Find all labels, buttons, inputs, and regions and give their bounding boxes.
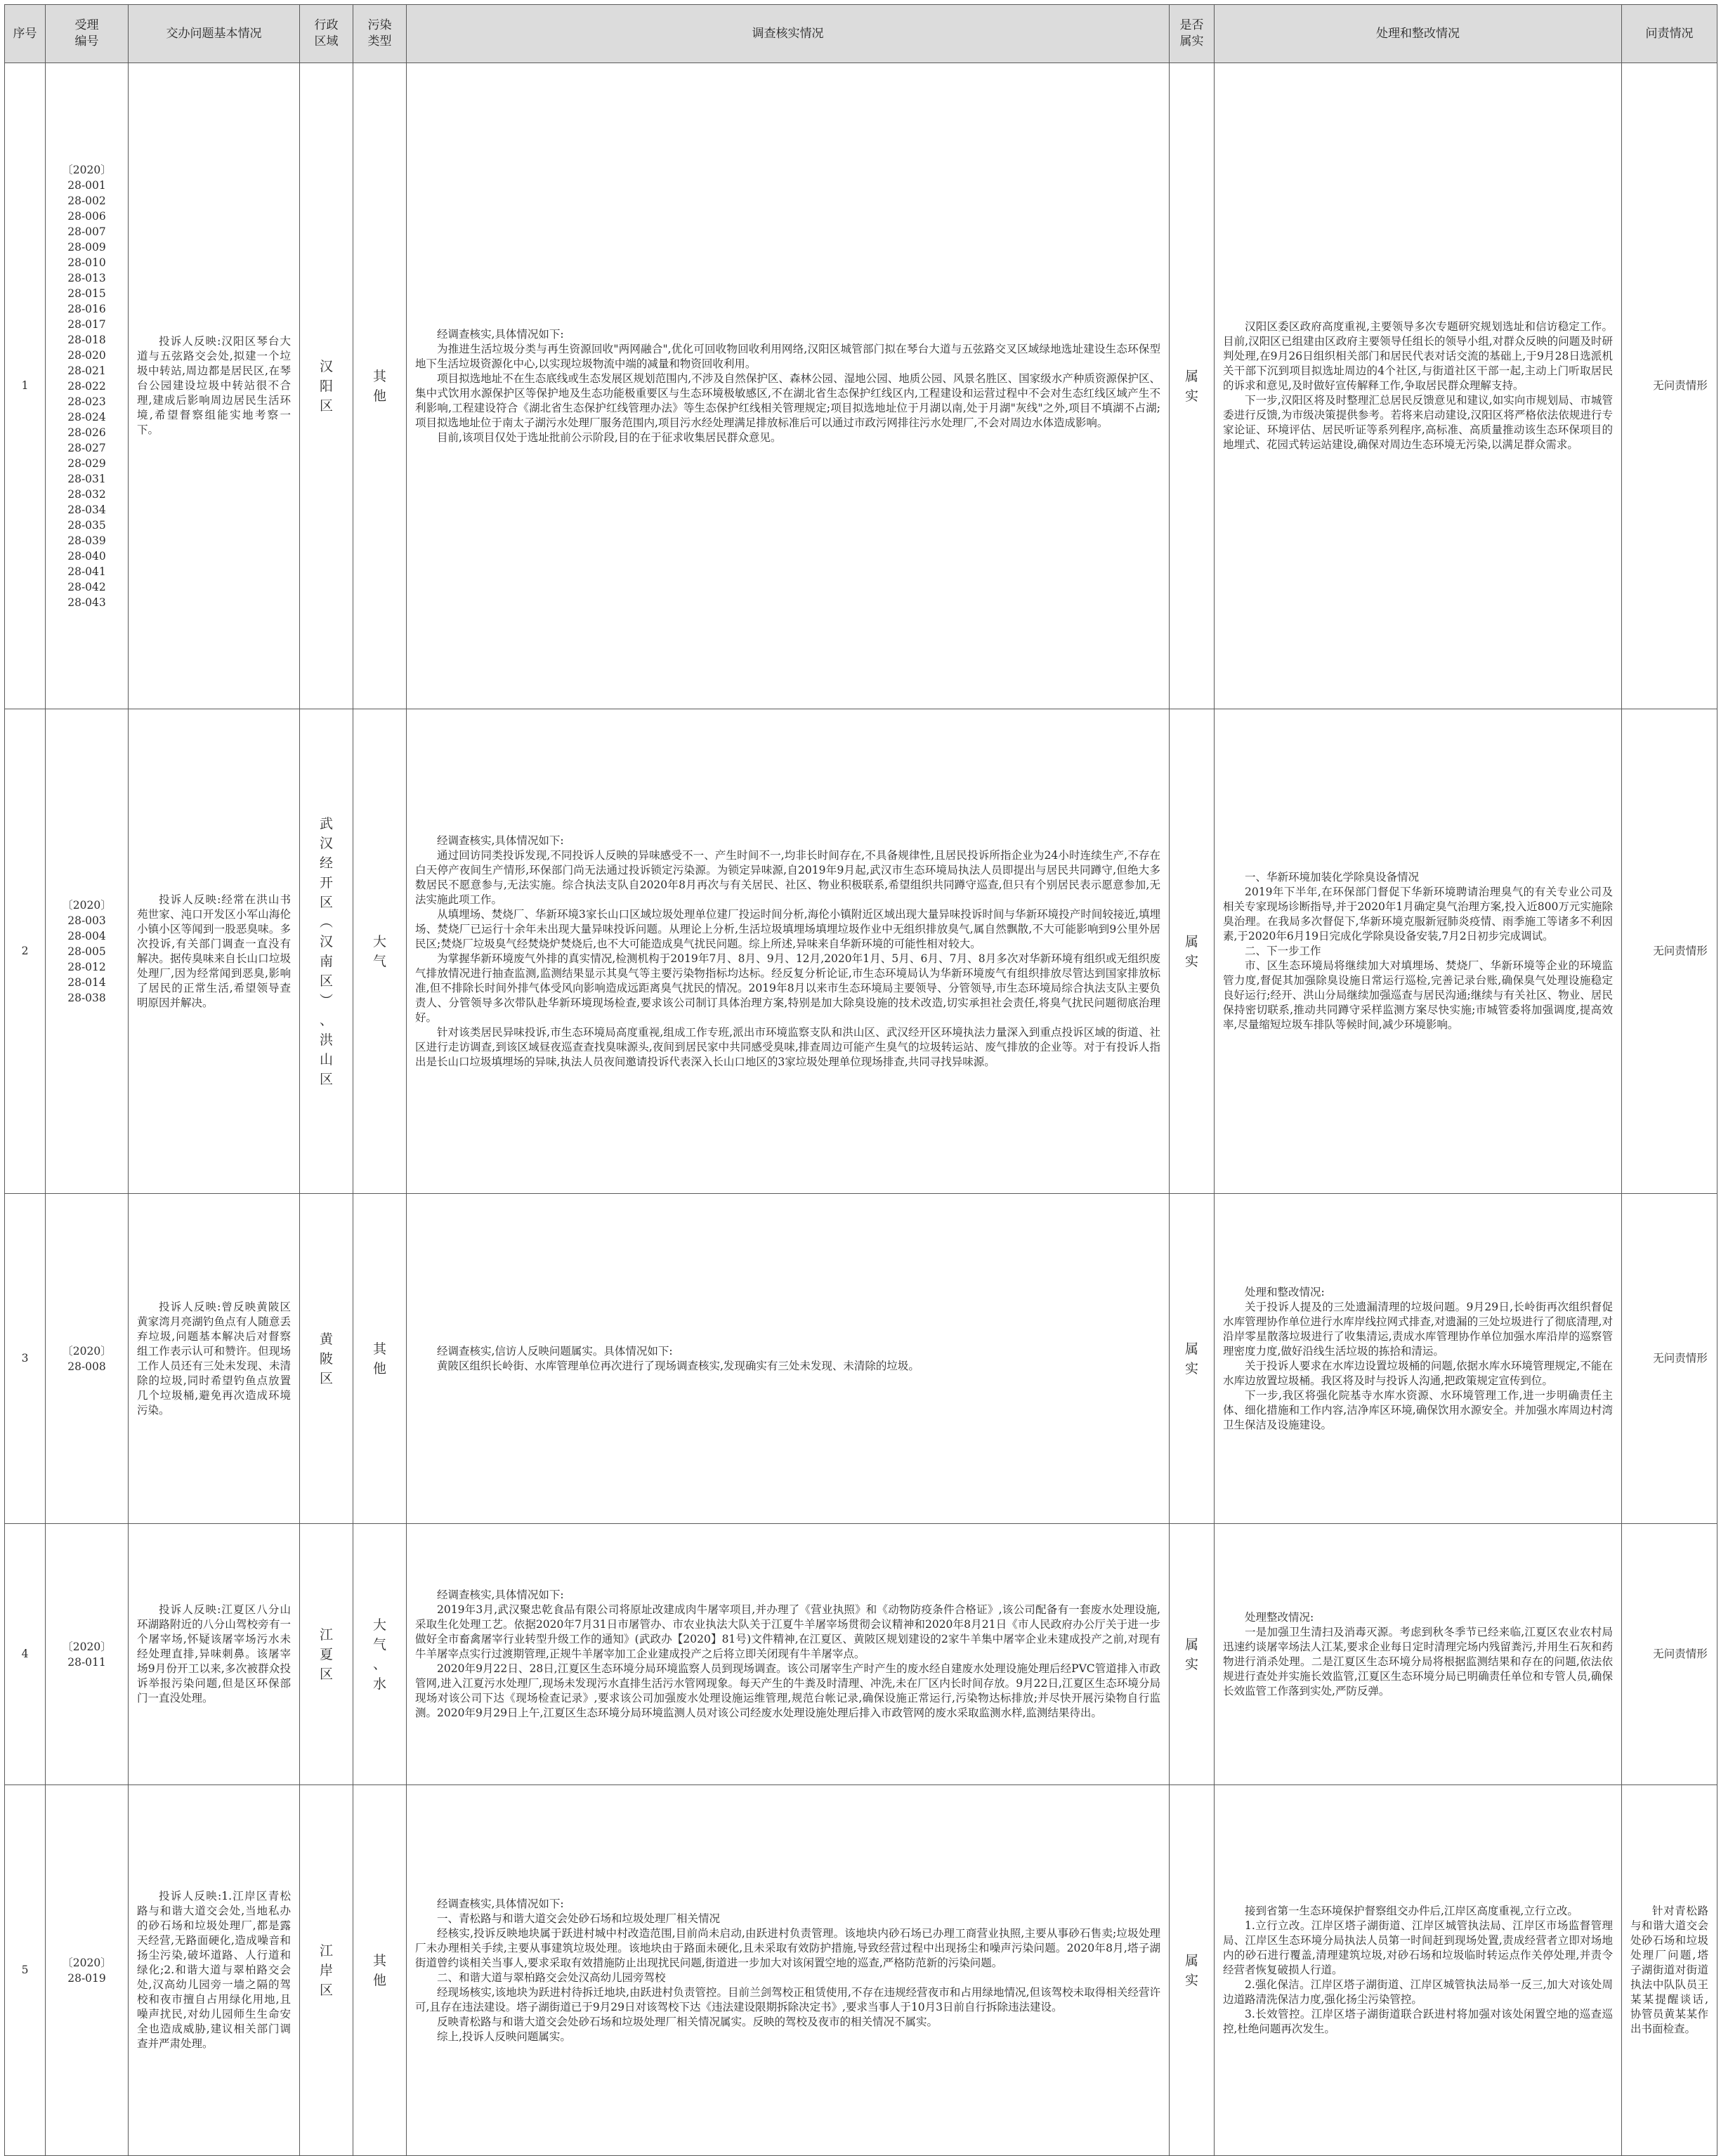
cell-handling: 接到省第一生态环境保护督察组交办件后,江岸区高度重视,立行立改。 1.立行立改。江岸区塔子湖街道、江岸区城管执法局、江岸区市场监督管理局、江岸区生态环境分局执法人员第一时间赶到现场处置,责成经营者立即对场地内的砂石进行覆盖,清理建筑垃圾,对砂石场和垃圾临时转运点作关停处理,并责令经营者恢复破损人行道。 2.强化保洁。江岸区塔子湖街道、江岸区城管执法局举一反三,加大对该处周边道路清洗保洁力度,强化扬尘污染管控。 3.长效管控。江岸区塔子湖街道联合跃进村将加强对该处闲置空地的巡查巡控,杜绝问题再次发生。 bbox=[1215, 1785, 1622, 2156]
cell-handling: 一、华新环境加装化学除臭设备情况 2019年下半年,在环保部门督促下华新环境聘请治理臭气的有关专业公司及相关专家现场诊断指导,并于2020年1月确定臭气治理方案,投入近800万元实施除臭治理。在我局多次督促下,华新环境克服新冠肺炎疫情、雨季施工等诸多不利因素,于2020年6月19日完成化学除臭设备安装,7月2日初步完成调试。 二、下一步工作 市、区生态环境局将继续加大对填埋场、焚烧厂、华新环境等企业的环境监管力度,督促其加强除臭设施日常运行巡检,完善记录台账,确保臭气处理设施稳定良好运行;经开、洪山分局继续加强巡查与居民沟通;继续与有关社区、物业、居民保持密切联系,推动共同蹲守采样监测方案尽快实施;市城管委将加强调度,提高效率,尽量缩短垃圾车排队等候时间,减少环境影响。 bbox=[1215, 709, 1622, 1194]
cell-seq: 2 bbox=[5, 709, 46, 1194]
cell-region: 黄 陂 区 bbox=[300, 1194, 353, 1524]
table-row bbox=[5, 1785, 1717, 2156]
header-handling: 处理和整改情况 bbox=[1215, 5, 1622, 63]
cell-pollution-type: 其 他 bbox=[353, 1194, 407, 1524]
cell-accountability: 无问责情形 bbox=[1622, 1194, 1717, 1524]
cell-verdict: 属 实 bbox=[1170, 1785, 1215, 2156]
cell-verdict: 属 实 bbox=[1170, 709, 1215, 1194]
header-type: 污染 类型 bbox=[353, 5, 407, 63]
cell-pollution-type: 其 他 bbox=[353, 63, 407, 709]
cell-problem: 投诉人反映:汉阳区琴台大道与五弦路交会处,拟建一个垃圾中转站,周边都是居民区,在琴台公园建设垃圾中转站很不合理,建成后影响周边居民生活环境,希望督察组能实地考察一下。 bbox=[129, 63, 300, 709]
header-investigation: 调查核实情况 bbox=[407, 5, 1170, 63]
cell-id: 〔2020〕 28-019 bbox=[46, 1785, 129, 2156]
cell-region: 武 汉 经 开 区 ︵ 汉 南 区 ︶ 、 洪 山 区 bbox=[300, 709, 353, 1194]
table-row bbox=[5, 1524, 1717, 1785]
cell-problem: 投诉人反映:经常在洪山书苑世家、沌口开发区小军山海伦小镇小区等闻到一股恶臭味。多次投诉,有关部门调查一直没有解决。据传臭味来自长山口垃圾处理厂,因为经常闻到恶臭,影响了居民的正常生活,希望领导查明原因并解决。 bbox=[129, 709, 300, 1194]
cell-id: 〔2020〕 28-003 28-004 28-005 28-012 28-014 28-038 bbox=[46, 709, 129, 1194]
cell-id: 〔2020〕 28-001 28-002 28-006 28-007 28-009 28-010 28-013 28-015 28-016 28-017 28-018 28-020 28-021 28-022 28-023 28-024 28-026 28-027 28-029 28-031 28-032 28-034 28-035 28-039 28-040 28-041 28-042 28-043 bbox=[46, 63, 129, 709]
cell-investigation: 经调查核实,具体情况如下: 2019年3月,武汉聚忠乾食品有限公司将原址改建成肉牛屠宰项目,并办理了《营业执照》和《动物防疫条件合格证》,该公司配备有一套废水处理设施,采取生化处理工艺。依据2020年7月31日市屠管办、市农业执法大队关于江夏牛羊屠宰场贯彻会议精神和2020年8月21日《市人民政府办公厅关于进一步做好全市畜禽屠宰行业转型升级工作的通知》(武政办【2020】81号)文件精神,在江夏区、黄陂区规划建设的2家牛羊集中屠宰企业未建成投产之前,对现有牛羊屠宰点实行过渡期管理,正规牛羊屠宰加工企业建成投产之后将立即关闭现有牛羊屠宰点。 2020年9月22日、28日,江夏区生态环境分局环境监察人员到现场调查。该公司屠宰生产时产生的废水经自建废水处理设施处理后经PVC管道排入市政管网,进入江夏污水处理厂,现场未发现污水直排生活污水管网现象。每天产生的牛粪及时清理、冲洗,未在厂区内长时间存放。9月22日,江夏区生态环境分局现场对该公司下达《现场检查记录》,要求该公司加强废水处理设施运维管理,规范台帐记录,确保设施正常运行,污染物达标排放;并尽快开展污染物自行监测。2020年9月29日上午,江夏区生态环境分局环境监测人员对该公司经废水处理设施处理后排入市政管网的废水采取监测水样,监测结果待出。 bbox=[407, 1524, 1170, 1785]
cell-region: 江 夏 区 bbox=[300, 1524, 353, 1785]
cell-region: 江 岸 区 bbox=[300, 1785, 353, 2156]
cell-investigation: 经调查核实,信访人反映问题属实。具体情况如下: 黄陂区组织长岭街、水库管理单位再次进行了现场调查核实,发现确实有三处未发现、未清除的垃圾。 bbox=[407, 1194, 1170, 1524]
cell-accountability: 针对青松路与和谐大道交会处砂石场和垃圾处理厂问题,塔子湖街道对街道执法中队队员王某某提醒谈话,协管员黄某某作出书面检查。 bbox=[1622, 1785, 1717, 2156]
cell-investigation: 经调查核实,具体情况如下: 通过回访同类投诉发现,不同投诉人反映的异味感受不一、产生时间不一,均非长时间存在,不具备规律性,且居民投诉所指企业为24小时连续生产,不存在白天停产夜间生产情形,环保部门尚无法通过投诉锁定污染源。为锁定异味源,自2019年9月起,武汉市生态环境局执法人员即提出与居民共同蹲守,但绝大多数居民不愿意参与,无法实施。综合执法支队自2020年8月再次与有关居民、社区、物业积极联系,希望组织共同蹲守巡查,但只有个别居民表示愿意参加,无法实施此项工作。 从填埋场、焚烧厂、华新环境3家长山口区域垃圾处理单位建厂投运时间分析,海伦小镇附近区域出现大量异味投诉时间与华新环境投产时间较接近,填埋场、焚烧厂已运行十余年未出现大量异味投诉问题。从理论上分析,生活垃圾填埋场填埋垃圾作业中无组织排放臭气,属自然飘散,不大可能影响到9公里外居民区;焚烧厂垃圾臭气经焚烧炉焚烧后,也不大可能造成臭气扰民问题。综上所述,异味来自华新环境的可能性相对较大。 为掌握华新环境废气外排的真实情况,检测机构于2019年7月、8月、9月、12月,2020年1月、5月、6月、7月、8月多次对华新环境有组织或无组织废气排放情况进行抽查监测,监测结果显示其臭气等主要污染物指标均达标。经反复分析论证,市生态环境局认为华新环境废气有组织排放尽管达到国家排放标准,但不排除长时间外排气体受风向影响造成远距离臭气扰民的情况。2019年8月以来市生态环境局主要领导、分管领导,市生态环境局综合执法支队主要负责人、分管领导多次带队赴华新环境现场检查,要求该公司制订具体治理方案,特别是加大除臭设施的技术改造,切实承担社会责任,将臭气扰民问题彻底治理好。 针对该类居民异味投诉,市生态环境局高度重视,组成工作专班,派出市环境监察支队和洪山区、武汉经开区环境执法力量深入到重点投诉区域的街道、社区进行走访调查,到该区域昼夜巡查查找臭味源头,夜间到居民家中共同感受臭味,排查周边可能产生臭气的垃圾转运站、废气排放的企业等。对于有投诉人指出是长山口垃圾填埋场的异味,执法人员夜间邀请投诉代表深入长山口地区的3家垃圾处理单位现场排查,共同寻找异味源。 bbox=[407, 709, 1170, 1194]
cell-problem: 投诉人反映:1.江岸区青松路与和谐大道交会处,当地私办的砂石场和垃圾处理厂,都是露天经营,无路面硬化,造成噪音和扬尘污染,破坏道路、人行道和绿化;2.和谐大道与翠柏路交会处,汉高幼儿园旁一墙之隔的驾校和夜市擅自占用绿化用地,且噪声扰民,对幼儿园师生生命安全也造成威胁,建议相关部门调查并严肃处理。 bbox=[129, 1785, 300, 2156]
header-row bbox=[5, 5, 1717, 63]
cell-verdict: 属 实 bbox=[1170, 1194, 1215, 1524]
header-id: 受理 编号 bbox=[46, 5, 129, 63]
cell-verdict: 属 实 bbox=[1170, 1524, 1215, 1785]
cell-seq: 1 bbox=[5, 63, 46, 709]
cell-handling: 处理和整改情况: 关于投诉人提及的三处遗漏清理的垃圾问题。9月29日,长岭街再次组织督促水库管理协作单位进行水库岸线拉网式排查,对遗漏的三处垃圾进行了彻底清理,对沿岸零星散落垃圾进行了收集清运,责成水库管理协作单位加强水库沿岸的巡察管理密度力度,做好沿线生活垃圾的拣拾和清运。 关于投诉人要求在水库边设置垃圾桶的问题,依据水库水环境管理规定,不能在水库边放置垃圾桶。我区将及时与投诉人沟通,把政策规定宣传到位。 下一步,我区将强化院基寺水库水资源、水环境管理工作,进一步明确责任主体、细化措施和工作内容,洁净库区环境,确保饮用水源安全。并加强水库周边村湾卫生保洁及设施建设。 bbox=[1215, 1194, 1622, 1524]
cell-problem: 投诉人反映:江夏区八分山环湖路附近的八分山驾校旁有一个屠宰场,怀疑该屠宰场污水未经处理直排,异味刺鼻。该屠宰场9月份开工以来,多次被群众投诉举报污染问题,但是区环保部门一直没处理。 bbox=[129, 1524, 300, 1785]
cell-pollution-type: 其 他 bbox=[353, 1785, 407, 2156]
cell-handling: 汉阳区委区政府高度重视,主要领导多次专题研究规划选址和信访稳定工作。目前,汉阳区已组建由区政府主要领导任组长的领导小组,对群众反映的问题及时研判处理,在9月26日组织相关部门和居民代表对话交流的基础上,于9月28日选派机关干部下沉到项目拟选址周边的4个社区,与街道社区干部一起,主动上门听取居民的诉求和意见,及时做好宣传解释工作,争取居民群众理解支持。 下一步,汉阳区将及时整理汇总居民反馈意见和建议,如实向市规划局、市城管委进行反馈,为市级决策提供参考。若将来启动建设,汉阳区将严格依法依规进行专家论证、环境评估、居民听证等系列程序,高标准、高质量推动该生态环保项目的地埋式、花园式转运站建设,确保对周边生态环境无污染,以满足群众需求。 bbox=[1215, 63, 1622, 709]
header-accountability: 问责情况 bbox=[1622, 5, 1717, 63]
header-region: 行政 区域 bbox=[300, 5, 353, 63]
cell-accountability: 无问责情形 bbox=[1622, 709, 1717, 1194]
header-problem: 交办问题基本情况 bbox=[129, 5, 300, 63]
table-row bbox=[5, 1194, 1717, 1524]
cell-pollution-type: 大 气 、 水 bbox=[353, 1524, 407, 1785]
table-row bbox=[5, 63, 1717, 709]
cell-seq: 4 bbox=[5, 1524, 46, 1785]
cell-seq: 3 bbox=[5, 1194, 46, 1524]
cell-region: 汉 阳 区 bbox=[300, 63, 353, 709]
header-verdict: 是否 属实 bbox=[1170, 5, 1215, 63]
supervision-table bbox=[4, 4, 1717, 2156]
cell-accountability: 无问责情形 bbox=[1622, 63, 1717, 709]
cell-investigation: 经调查核实,具体情况如下: 一、青松路与和谐大道交会处砂石场和垃圾处理厂相关情况 经核实,投诉反映地块属于跃进村城中村改造范围,目前尚未启动,由跃进村负责管理。该地块内砂石场已办理工商营业执照,主要从事砂石售卖;垃圾处理厂未办理相关手续,主要从事建筑垃圾处理。该地块由于路面未硬化,且未采取有效防护措施,导致经营过程中出现扬尘和噪声污染问题。2020年8月,塔子湖街道曾约谈相关当事人,要求采取有效措施防止出现扰民问题,街道进一步加大对该闲置空地的巡查,严格防范新的污染问题。 二、和谐大道与翠柏路交会处汉高幼儿园旁驾校 经现场核实,该地块为跃进村待拆迁地块,由跃进村负责管控。目前兰剑驾校正租赁使用,不存在违规经营夜市和占用绿地情况,但该驾校未取得相关经营许可,且存在违法建设。塔子湖街道已于9月29日对该驾校下达《违法建设限期拆除决定书》,要求当事人于10月3日前自行拆除违法建设。 反映青松路与和谐大道交会处砂石场和垃圾处理厂相关情况属实。反映的驾校及夜市的相关情况不属实。 综上,投诉人反映问题属实。 bbox=[407, 1785, 1170, 2156]
cell-id: 〔2020〕 28-011 bbox=[46, 1524, 129, 1785]
cell-id: 〔2020〕 28-008 bbox=[46, 1194, 129, 1524]
cell-verdict: 属 实 bbox=[1170, 63, 1215, 709]
cell-pollution-type: 大 气 bbox=[353, 709, 407, 1194]
cell-seq: 5 bbox=[5, 1785, 46, 2156]
table-row bbox=[5, 709, 1717, 1194]
cell-investigation: 经调查核实,具体情况如下: 为推进生活垃圾分类与再生资源回收"两网融合",优化可回收物回收利用网络,汉阳区城管部门拟在琴台大道与五弦路交叉区域绿地选址建设生态环保型地下生活垃圾资源化中心,以实现垃圾物流中端的减量和物资回收利用。 项目拟选地址不在生态底线或生态发展区规划范围内,不涉及自然保护区、森林公园、湿地公园、地质公园、风景名胜区、国家级水产种质资源保护区、集中式饮用水源保护区等保护地及生态功能极重要区与生态环境极敏感区,不在湖北省生态保护红线区内,工程建设和运营过程中不会对生态红线区域产生不利影响,工程建设符合《湖北省生态保护红线管理办法》等生态保护红线相关管理规定;项目拟选地址位于月湖以南,处于月湖"灰线"之外,项目不填湖不占湖;项目拟选地址位于南太子湖污水处理厂服务范围内,项目污水经处理满足排放标准后可以通过市政污网排往污水处理厂,不会对周边水体造成影响。 目前,该项目仅处于选址批前公示阶段,目的在于征求收集居民群众意见。 bbox=[407, 63, 1170, 709]
header-seq: 序号 bbox=[5, 5, 46, 63]
cell-accountability: 无问责情形 bbox=[1622, 1524, 1717, 1785]
cell-handling: 处理整改情况: 一是加强卫生清扫及消毒灭源。考虑到秋冬季节已经来临,江夏区农业农村局迅速约谈屠宰场法人江某,要求企业每日定时清理完场内残留粪污,并用生石灰和药物进行消杀处理。二是江夏区生态环境分局将根据监测结果和存在的问题,依法依规进行查处并实施长效监管,江夏区生态环境分局已明确责任单位和专管人员,确保长效监管工作落到实处,严防反弹。 bbox=[1215, 1524, 1622, 1785]
cell-problem: 投诉人反映:曾反映黄陂区黄家湾月亮湖钓鱼点有人随意丢弃垃圾,问题基本解决后对督察组工作表示认可和赞许。但现场工作人员还有三处未发现、未清除的垃圾,同时希望钓鱼点放置几个垃圾桶,避免再次造成环境污染。 bbox=[129, 1194, 300, 1524]
document-sheet bbox=[4, 4, 1717, 2149]
